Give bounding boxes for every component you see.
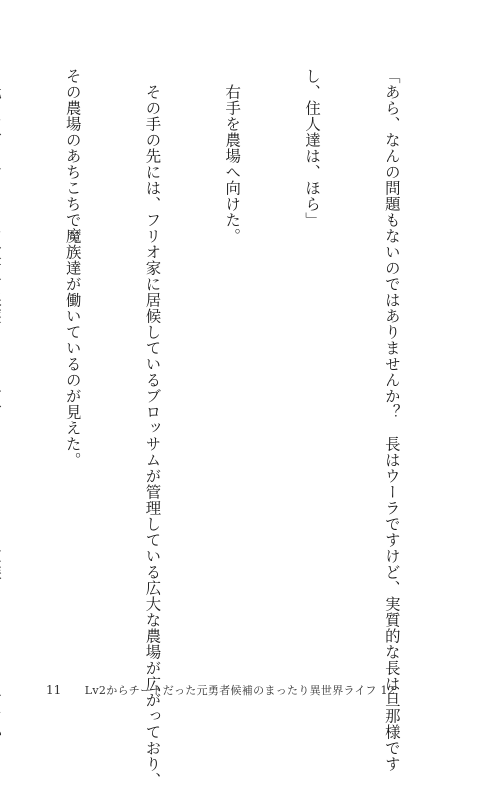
text-line: 右手を農場へ向けた。 [223, 68, 242, 244]
text-line: その手の先には、フリオ家に居候しているブロッサムが管理している広大な農場が広がっており、 [143, 68, 162, 788]
page-footer [46, 682, 395, 698]
running-title: Lv2からチートだった元勇者候補のまったり異世界ライフ 12 [84, 684, 396, 697]
page-number: 11 [46, 683, 62, 697]
text-line: 「あら、なんの問題もないのではありませんか？ 長はウーラですけど、実質的な長は旦那様です [382, 68, 401, 772]
text-line: し、住人達は、ほら」 [303, 68, 322, 228]
text-line: その農場のあちこちで魔族達が働いているのが見えた。 [63, 68, 82, 468]
text-line [0, 68, 6, 648]
